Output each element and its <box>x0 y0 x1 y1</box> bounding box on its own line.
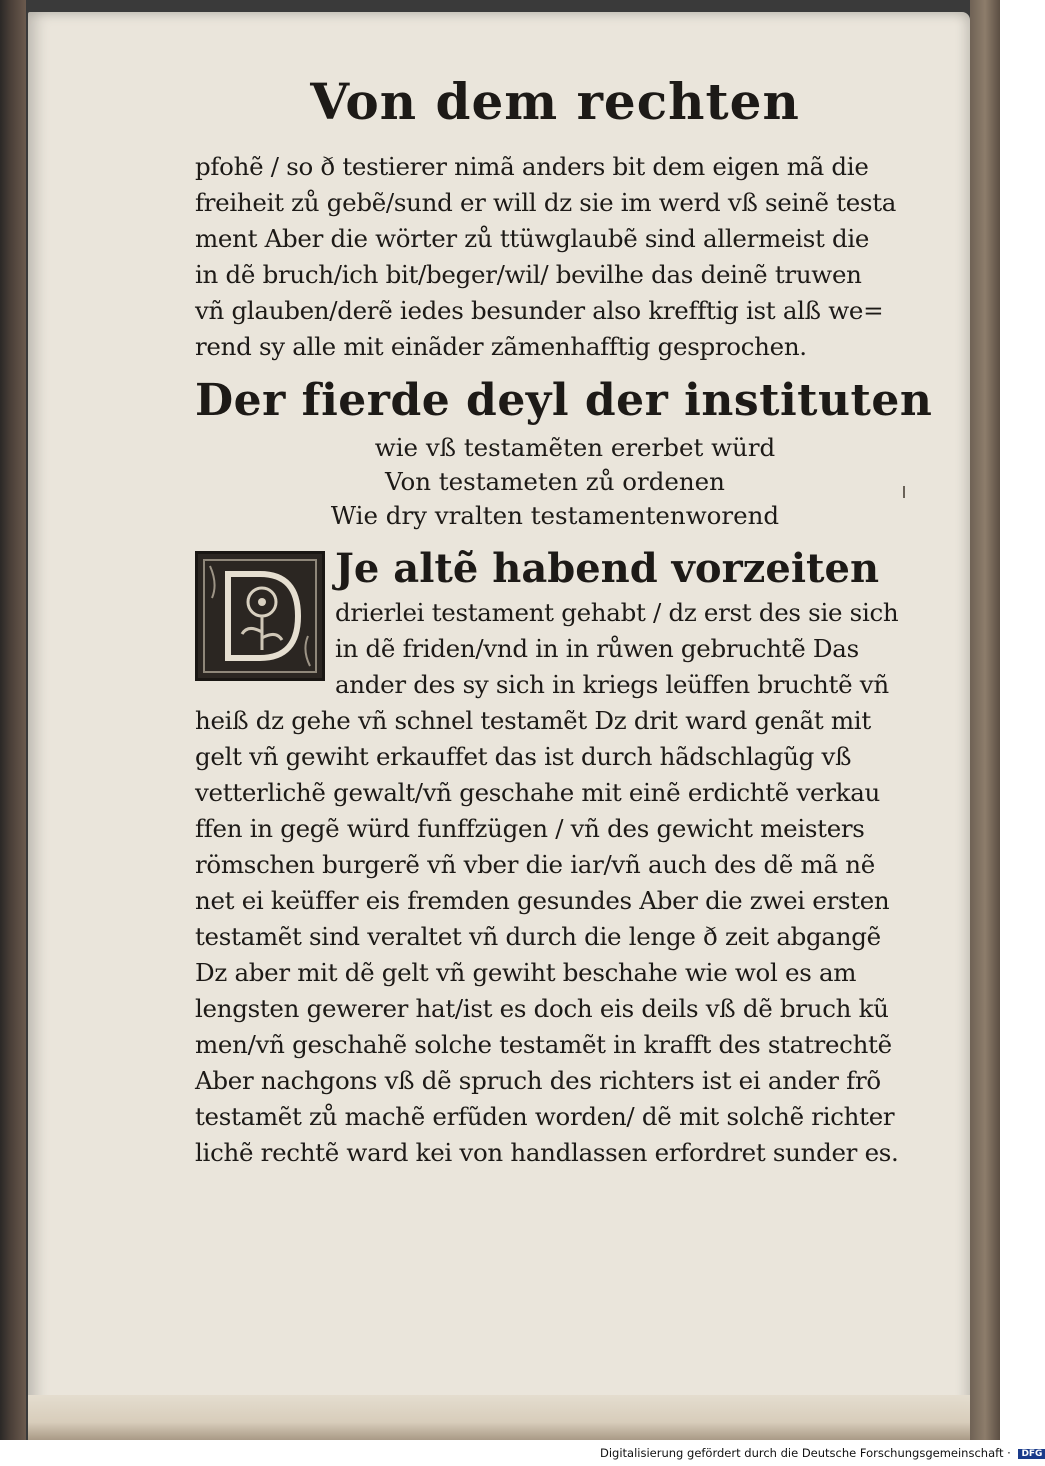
opening-paragraph <box>195 543 915 703</box>
body-line: gelt vñ gewiht erkauffet das ist durch hãdschlagũg vß <box>195 742 852 771</box>
opening-first-line: Je altẽ habend vorzeiten <box>335 545 880 592</box>
body-line: heiß dz gehe vñ schnel testamẽt Dz drit ward genãt mit <box>195 706 871 735</box>
running-head: Von dem rechten <box>310 72 800 131</box>
subtitle-line: Von testameten zů ordenen <box>385 467 725 496</box>
body-line: lichẽ rechtẽ ward kei von handlassen erfordret sunder es. <box>195 1138 899 1167</box>
body-line: lengsten gewerer hat/ist es doch eis deils vß dẽ bruch kũ <box>195 994 889 1023</box>
intro-line: ment Aber die wörter zů ttüwglaubẽ sind allermeist die <box>195 224 870 253</box>
body-line: vetterlichẽ gewalt/vñ geschahe mit einẽ erdichtẽ verkau <box>195 778 880 807</box>
body-line: Dz aber mit dẽ gelt vñ gewiht beschahe wie wol es am <box>195 958 857 987</box>
book-cover-left-edge <box>0 0 26 1440</box>
body-line: römschen burgerẽ vñ vber die iar/vñ auch des dẽ mã nẽ <box>195 850 875 879</box>
page-bottom-edge <box>28 1395 970 1440</box>
opening-indented-line: drierlei testament gehabt / dz erst des sie sich <box>335 598 899 627</box>
subtitle-line: wie vß testamẽten ererbet würd <box>374 433 776 462</box>
intro-line: vñ glauben/derẽ iedes besunder also krefftig ist alß we= <box>195 296 884 325</box>
decorated-initial-d-icon <box>195 551 325 681</box>
intro-line: rend sy alle mit einãder zãmenhafftig gesprochen. <box>195 332 807 361</box>
opening-indented-line: ander des sy sich in kriegs leüffen bruchtẽ vñ <box>335 670 889 699</box>
intro-line: pfohẽ / so ð testierer nimã anders bit dem eigen mã die <box>195 152 869 181</box>
body-line: ffen in gegẽ würd funffzügen / vñ des gewicht meisters <box>195 814 865 843</box>
footer-text: Digitalisierung gefördert durch die Deutsche Forschungsgemeinschaft · <box>600 1446 1011 1460</box>
opening-indented-line: in dẽ friden/vnd in in růwen gebruchtẽ Das <box>335 634 859 663</box>
book-cover-right-edge <box>970 0 1000 1440</box>
body-line: testamẽt zů machẽ erfũden worden/ dẽ mit solchẽ richter <box>195 1102 895 1131</box>
page-text-block <box>195 60 933 1171</box>
section-title: Der fierde deyl der instituten <box>195 375 933 426</box>
body-line: net ei keüffer eis fremden gesundes Aber die zwei ersten <box>195 886 890 915</box>
body-line: Aber nachgons vß dẽ spruch des richters ist ei ander frõ <box>195 1066 881 1095</box>
digitization-footer <box>600 1446 1045 1464</box>
body-line: testamẽt sind veraltet vñ durch die lenge ð zeit abgangẽ <box>195 922 881 951</box>
intro-line: in dẽ bruch/ich bit/beger/wil/ bevilhe das deinẽ truwen <box>195 260 862 289</box>
dfg-logo: DFG <box>1018 1449 1045 1459</box>
intro-line: freiheit zů gebẽ/sund er will dz sie im werd vß seinẽ testa <box>195 188 897 217</box>
body-line: men/vñ geschahẽ solche testamẽt in krafft des statrechtẽ <box>195 1030 892 1059</box>
subtitle-line: Wie dry vralten testamentenworend <box>330 501 780 530</box>
